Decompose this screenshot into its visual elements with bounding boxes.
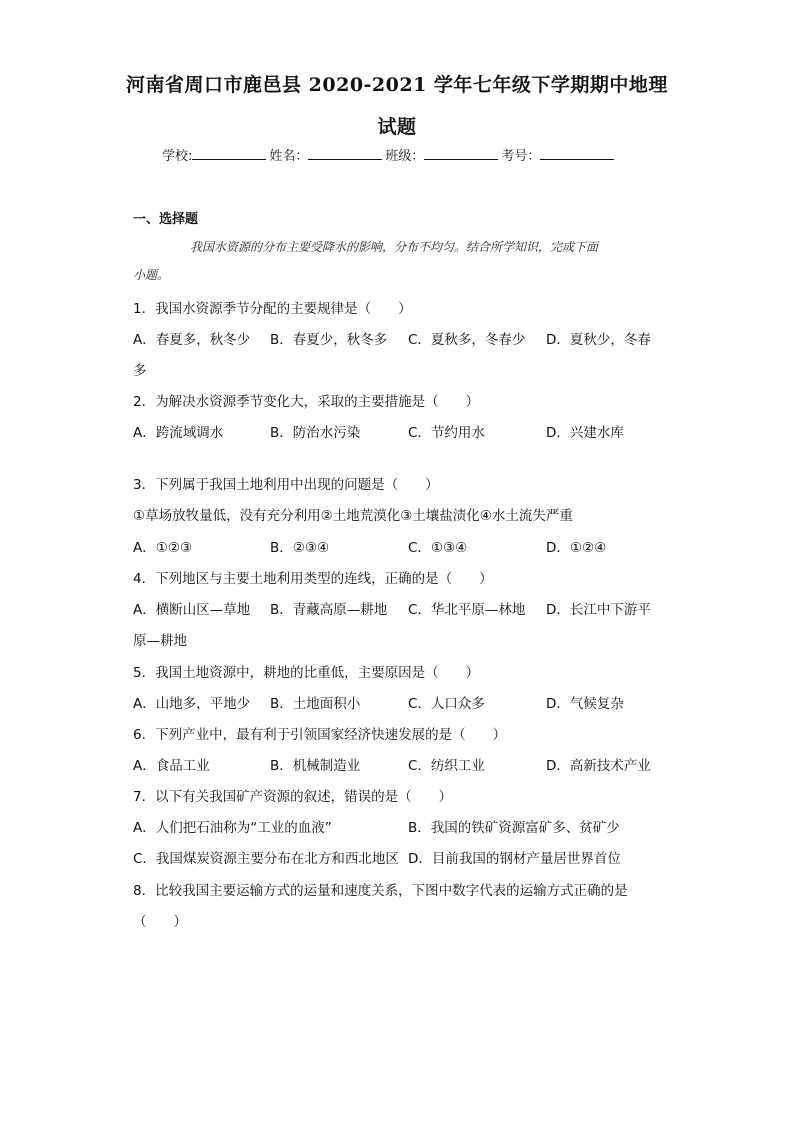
q1-option-d: D．夏秋少，冬春 — [546, 332, 651, 348]
class-blank — [424, 147, 498, 160]
exam-title-line2: 试题 — [377, 116, 417, 138]
q4-option-b: B．青藏高原—耕地 — [270, 602, 388, 618]
q4-option-d-wrap: 原—耕地 — [133, 633, 187, 649]
question-5-stem: 5．我国土地资源中，耕地的比重低，主要原因是（ ） — [133, 665, 480, 681]
q2-option-c: C．节约用水 — [408, 425, 485, 441]
q6-option-d: D．高新技术产业 — [546, 758, 651, 774]
question-6-stem: 6．下列产业中，最有利于引领国家经济快速发展的是（ ） — [133, 727, 507, 743]
q7-option-c: C．我国煤炭资源主要分布在北方和西北地区 — [133, 851, 399, 867]
question-8-wrap: （ ） — [133, 914, 187, 930]
exam-title-line1: 河南省周口市鹿邑县 2020-2021 学年七年级下学期期中地理 — [126, 74, 668, 96]
q6-option-b: B．机械制造业 — [270, 758, 361, 774]
q7-option-d: D．目前我国的钢材产量居世界首位 — [408, 851, 621, 867]
q4-option-c: C．华北平原—林地 — [408, 602, 526, 618]
q4-option-a: A．横断山区—草地 — [133, 602, 251, 618]
q5-option-c: C．人口众多 — [408, 696, 485, 712]
question-3-stem: 3．下列属于我国土地利用中出现的问题是（ ） — [133, 477, 439, 493]
name-blank — [308, 147, 382, 160]
q7-option-b: B．我国的铁矿资源富矿多、贫矿少 — [408, 820, 620, 836]
school-blank — [192, 147, 266, 160]
q2-option-b: B．防治水污染 — [270, 425, 361, 441]
q1-option-b: B．春夏少，秋冬多 — [270, 332, 388, 348]
q3-option-b: B．②③④ — [270, 540, 330, 556]
q1-option-a: A．春夏多，秋冬少 — [133, 332, 251, 348]
intro-line1: 我国水资源的分布主要受降水的影响，分布不均匀。结合所学知识，完成下面 — [190, 240, 599, 254]
class-label: 班级： — [385, 149, 425, 164]
student-info-row — [162, 145, 617, 164]
q6-option-c: C．纺织工业 — [408, 758, 485, 774]
q1-option-c: C．夏秋多，冬春少 — [408, 332, 526, 348]
q6-option-a: A．食品工业 — [133, 758, 210, 774]
q2-option-a: A．跨流域调水 — [133, 425, 224, 441]
q3-option-a: A．①②③ — [133, 540, 193, 556]
q3-option-c: C．①③④ — [408, 540, 468, 556]
question-8-stem: 8．比较我国主要运输方式的运量和速度关系，下图中数字代表的运输方式正确的是 — [133, 883, 628, 899]
exam-no-label: 考号： — [501, 149, 541, 164]
q5-option-d: D．气候复杂 — [546, 696, 624, 712]
question-2-stem: 2．为解决水资源季节变化大，采取的主要措施是（ ） — [133, 394, 480, 410]
q2-option-d: D．兴建水库 — [546, 425, 624, 441]
q5-option-a: A．山地多，平地少 — [133, 696, 251, 712]
q4-option-d: D．长江中下游平 — [546, 602, 651, 618]
intro-line2: 小题。 — [133, 268, 170, 282]
question-7-stem: 7．以下有关我国矿产资源的叙述，错误的是（ ） — [133, 789, 453, 805]
section-title: 一、选择题 — [133, 212, 199, 227]
question-3-sub: ①草场放牧量低，没有充分利用②土地荒漠化③土壤盐渍化④水土流失严重 — [133, 508, 573, 524]
question-4-stem: 4．下列地区与主要土地利用类型的连线，正确的是（ ） — [133, 571, 493, 587]
q3-option-d: D．①②④ — [546, 540, 607, 556]
question-1-stem: 1．我国水资源季节分配的主要规律是（ ） — [133, 301, 412, 317]
school-label: 学校: — [162, 149, 193, 164]
q7-option-a: A．人们把石油称为“工业的血液” — [133, 820, 332, 836]
name-label: 姓名： — [269, 149, 309, 164]
q5-option-b: B．土地面积小 — [270, 696, 361, 712]
q1-option-d-wrap: 多 — [133, 363, 147, 379]
exam-no-blank — [540, 147, 614, 160]
